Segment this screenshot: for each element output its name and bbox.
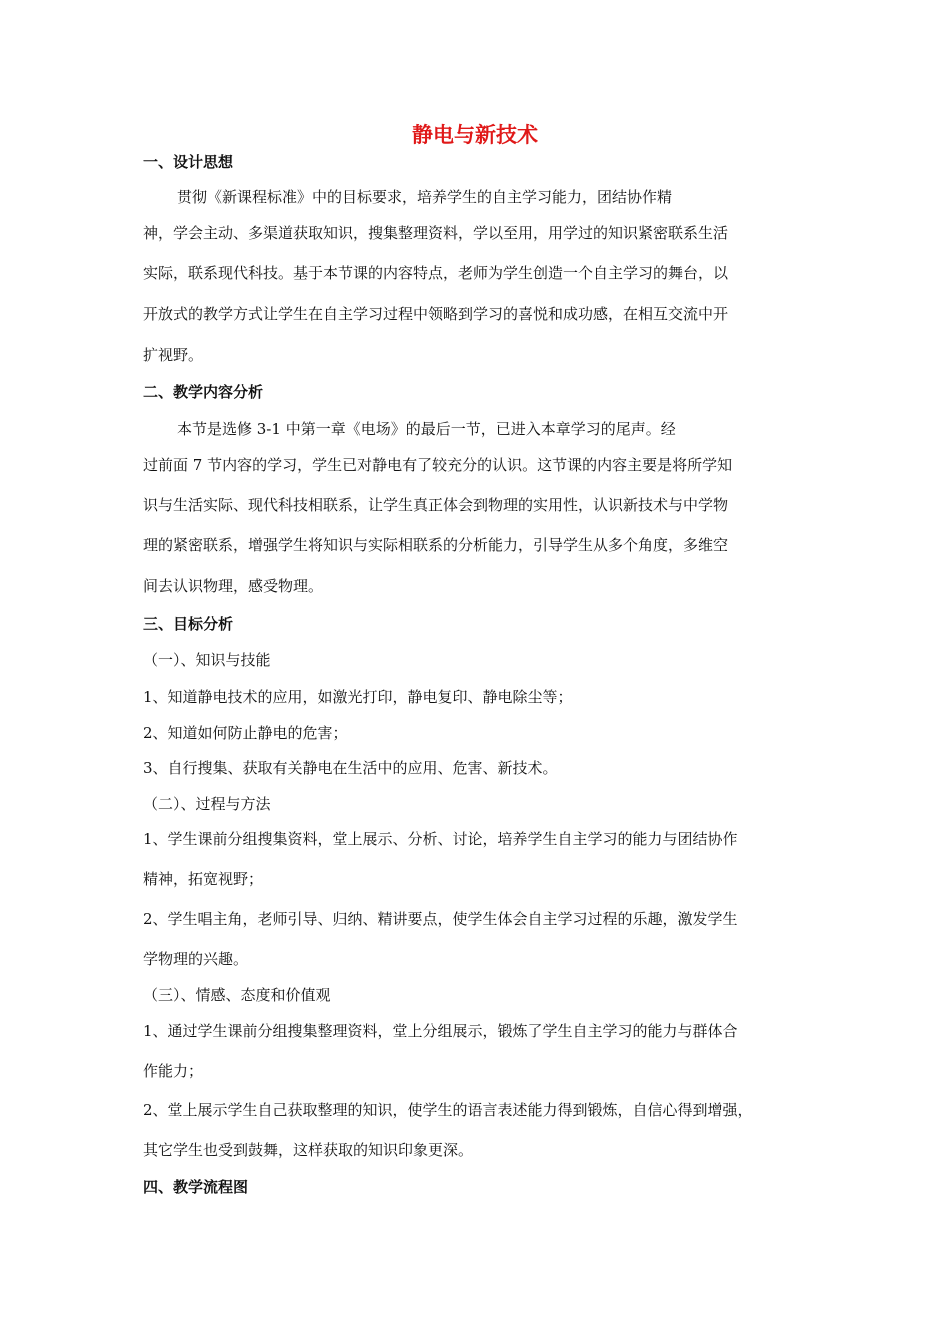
page-title: 静电与新技术 [412,122,538,147]
section-heading-objectives: 三、目标分析 [143,615,234,633]
paragraph-line: 本节是选修 3-1 中第一章《电场》的最后一节，已进入本章学习的尾声。经 [177,420,676,438]
section-heading-flowchart: 四、教学流程图 [143,1178,249,1196]
paragraph-line: 过前面 7 节内容的学习，学生已对静电有了较充分的认识。这节课的内容主要是将所学知 [143,456,733,474]
paragraph-line: 实际，联系现代科技。基于本节课的内容特点，老师为学生创造一个自主学习的舞台，以 [143,264,729,282]
paragraph-line: 识与生活实际、现代科技相联系，让学生真正体会到物理的实用性，认识新技术与中学物 [143,496,729,514]
list-item: 2、知道如何防止静电的危害； [143,724,348,742]
section-heading-content-analysis: 二、教学内容分析 [143,383,264,401]
list-item: 2、堂上展示学生自己获取整理的知识，使学生的语言表述能力得到锻炼，自信心得到增强， [143,1101,753,1119]
subsection-heading: （一）、知识与技能 [143,651,271,669]
paragraph-line: 神，学会主动、多渠道获取知识，搜集整理资料，学以至用，用学过的知识紧密联系生活 [143,224,729,242]
list-item: 1、知道静电技术的应用，如激光打印，静电复印、静电除尘等； [143,688,573,706]
subsection-heading: （二）、过程与方法 [143,795,271,813]
paragraph-line: 理的紧密联系，增强学生将知识与实际相联系的分析能力，引导学生从多个角度，多维空 [143,536,729,554]
paragraph-line: 开放式的教学方式让学生在自主学习过程中领略到学习的喜悦和成功感，在相互交流中开 [143,305,729,323]
paragraph-line: 间去认识物理，感受物理。 [143,577,324,595]
paragraph-line: 扩视野。 [143,346,204,364]
list-item: 3、自行搜集、获取有关静电在生活中的应用、危害、新技术。 [143,759,558,777]
list-item: 2、学生唱主角，老师引导、归纳、精讲要点，使学生体会自主学习过程的乐趣，激发学生 [143,910,738,928]
list-item: 作能力； [143,1062,204,1080]
list-item: 其它学生也受到鼓舞，这样获取的知识印象更深。 [143,1141,474,1159]
paragraph-line: 贯彻《新课程标准》中的目标要求，培养学生的自主学习能力，团结协作精 [177,188,673,206]
list-item: 精神，拓宽视野； [143,870,264,888]
section-heading-design: 一、设计思想 [143,153,234,171]
list-item: 学物理的兴趣。 [143,950,249,968]
list-item: 1、学生课前分组搜集资料，堂上展示、分析、讨论，培养学生自主学习的能力与团结协作 [143,830,738,848]
subsection-heading: （三）、情感、态度和价值观 [143,986,331,1004]
list-item: 1、通过学生课前分组搜集整理资料，堂上分组展示，锻炼了学生自主学习的能力与群体合 [143,1022,738,1040]
